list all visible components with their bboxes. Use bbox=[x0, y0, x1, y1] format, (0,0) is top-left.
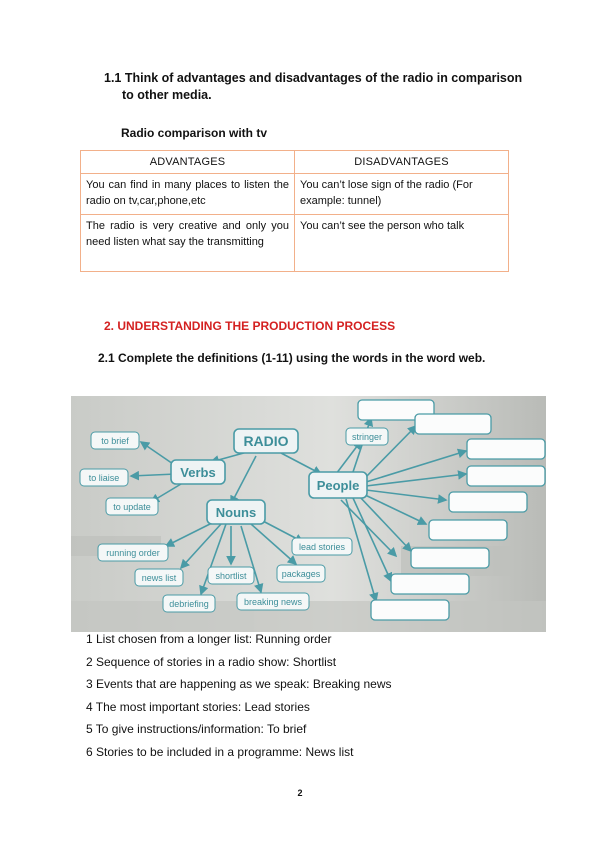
page-number: 2 bbox=[297, 788, 303, 798]
table-row bbox=[81, 215, 509, 272]
heading-line-1: 1.1 Think of advantages and disadvantages of the radio in comparison bbox=[104, 71, 523, 85]
list-item: 1 List chosen from a longer list: Running order bbox=[86, 632, 332, 646]
noun-news-list: news list bbox=[141, 573, 177, 583]
hub-nouns bbox=[207, 500, 265, 524]
table-caption: Radio comparison with tv bbox=[121, 126, 268, 140]
definitions-list bbox=[86, 632, 392, 768]
noun-debriefing: debriefing bbox=[169, 599, 209, 609]
verb-to-update: to update bbox=[113, 502, 151, 512]
disadvantage-cell: You can’t lose sign of the radio (For example: tunnel) bbox=[295, 174, 509, 215]
list-item: 5 To give instructions/information: To brief bbox=[86, 722, 307, 737]
advantage-cell: You can find in many places to listen the radio on tv,car,phone,etc bbox=[81, 174, 295, 215]
table-row bbox=[81, 174, 509, 215]
noun-shortlist: shortlist bbox=[215, 571, 247, 581]
noun-breaking-news: breaking news bbox=[243, 597, 303, 607]
hub-nouns-label: Nouns bbox=[215, 505, 257, 520]
list-item: 6 Stories to be included in a programme: News list bbox=[86, 744, 354, 759]
word-web-diagram bbox=[71, 396, 546, 632]
hub-radio-label: RADIO bbox=[243, 433, 289, 449]
comparison-table bbox=[80, 150, 509, 272]
noun-running-order: running order bbox=[106, 548, 160, 558]
advantage-cell: The radio is very creative and only you need listen what say the transmitting bbox=[81, 215, 295, 272]
section-2-heading: 2. UNDERSTANDING THE PRODUCTION PROCESS bbox=[104, 319, 396, 333]
section-1-1-heading bbox=[104, 70, 524, 104]
word-web-image bbox=[71, 396, 546, 632]
noun-lead-stories: lead stories bbox=[298, 542, 346, 552]
list-item: 2 Sequence of stories in a radio show: Shortlist bbox=[86, 654, 337, 669]
hub-verbs bbox=[171, 460, 225, 484]
disadvantage-cell: You can’t see the person who talk bbox=[295, 215, 509, 272]
verb-to-liaise: to liaise bbox=[88, 473, 120, 483]
noun-packages: packages bbox=[281, 569, 321, 579]
verb-to-brief: to brief bbox=[101, 436, 129, 446]
header-advantages: ADVANTAGES bbox=[81, 151, 295, 174]
hub-people-label: People bbox=[316, 478, 360, 493]
list-item: 4 The most important stories: Lead stories bbox=[86, 699, 310, 714]
hub-radio bbox=[234, 429, 298, 453]
hub-people bbox=[309, 472, 367, 498]
list-item: 3 Events that are happening as we speak: Breaking news bbox=[86, 677, 392, 692]
heading-line-2: to other media. bbox=[122, 88, 212, 102]
person-stringer: stringer bbox=[351, 432, 383, 442]
header-disadvantages: DISADVANTAGES bbox=[295, 151, 509, 174]
hub-verbs-label: Verbs bbox=[180, 465, 216, 480]
section-2-1-heading: 2.1 Complete the definitions (1-11) using the words in the word web. bbox=[98, 351, 486, 365]
